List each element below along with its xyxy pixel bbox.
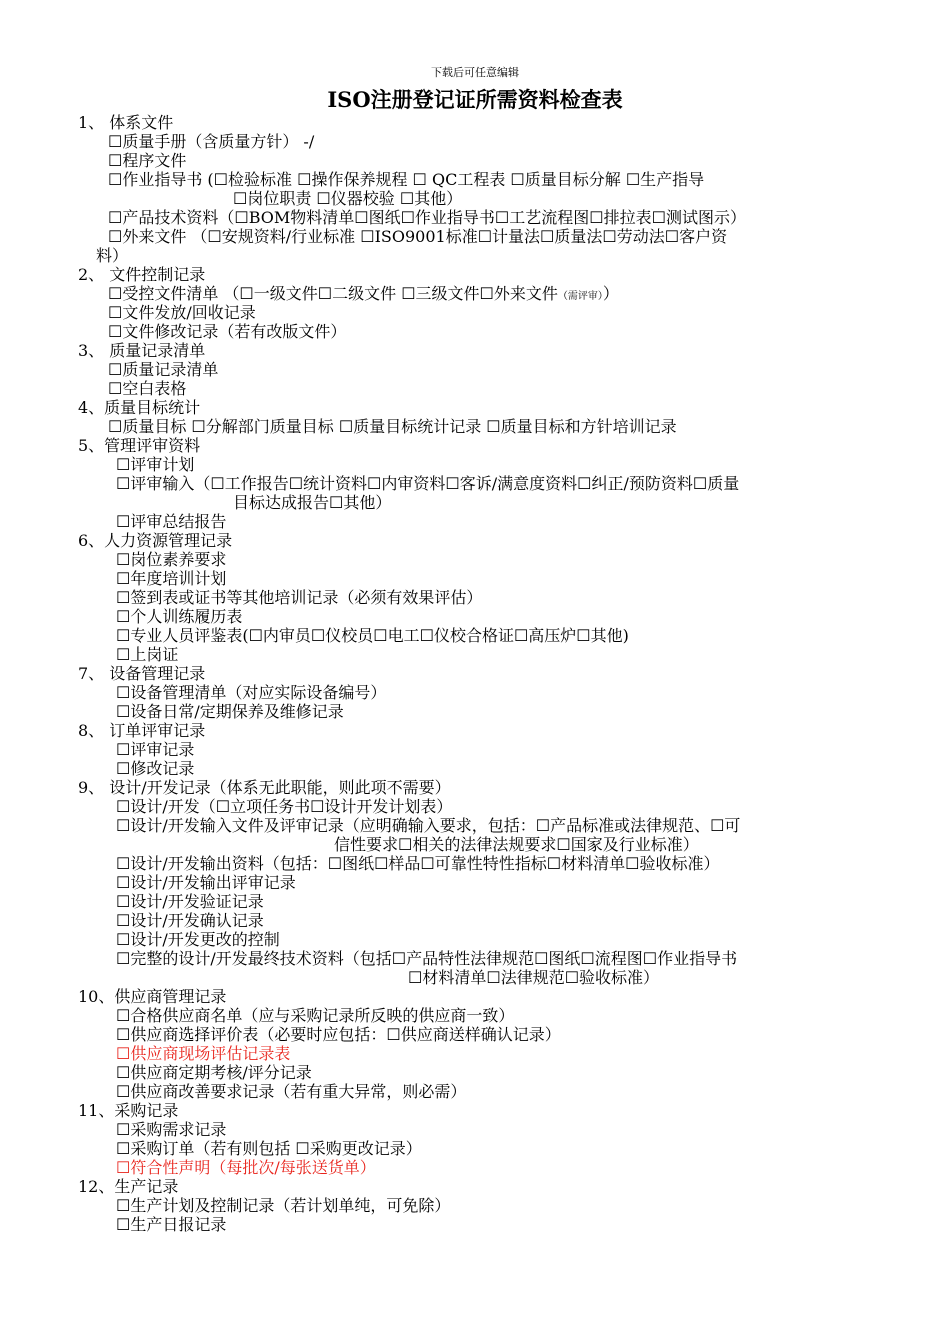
line-text: ☐年度培训计划 [116, 569, 227, 588]
checklist-item [78, 1139, 886, 1158]
checklist-item [78, 588, 886, 607]
checklist-item [78, 1082, 886, 1101]
section-heading [78, 1101, 886, 1120]
line-text: ☐评审输入（☐工作报告☐统计资料☐内审资料☐客诉/满意度资料☐纠正/预防资料☐质量 [116, 474, 740, 493]
line-tail: ） [602, 284, 619, 303]
checklist-item [78, 246, 886, 265]
checklist-item [78, 1025, 886, 1044]
checklist-item [78, 303, 886, 322]
checklist-item [78, 873, 886, 892]
checklist-item [78, 474, 886, 493]
line-text: ☐生产日报记录 [116, 1215, 227, 1234]
section-heading [78, 265, 886, 284]
checklist-item [78, 1215, 886, 1234]
checklist-item [78, 569, 886, 588]
line-text: 10、供应商管理记录 [78, 987, 227, 1006]
checklist-item [78, 170, 886, 189]
line-text: 2、 文件控制记录 [78, 265, 206, 284]
checklist-item [78, 322, 886, 341]
section-heading [78, 778, 886, 797]
checklist-item [78, 208, 886, 227]
checklist-item [78, 455, 886, 474]
line-text: ☐采购需求记录 [116, 1120, 227, 1139]
line-text: 7、 设备管理记录 [78, 664, 206, 683]
line-text: ☐岗位职责 ☐仪器校验 ☐其他） [233, 189, 463, 208]
document-title: ISO注册登记证所需资料检查表 [327, 87, 623, 112]
line-text: ☐评审计划 [116, 455, 195, 474]
checklist-item [78, 797, 886, 816]
line-text: ☐专业人员评鉴表(☐内审员☐仪校员☐电工☐仪校合格证☐高压炉☐其他) [116, 626, 629, 645]
line-text: 8、 订单评审记录 [78, 721, 206, 740]
line-text: ☐评审记录 [116, 740, 195, 759]
line-text: ☐符合性声明（每批次/每张送货单） [116, 1158, 376, 1177]
section-heading [78, 436, 886, 455]
checklist-item [78, 284, 886, 303]
checklist-item [78, 702, 886, 721]
line-text: ☐产品技术资料（☐BOM物料清单☐图纸☐作业指导书☐工艺流程图☐排拉表☐测试图示） [108, 208, 746, 227]
checklist-item [78, 892, 886, 911]
section-heading [78, 398, 886, 417]
line-text: 3、 质量记录清单 [78, 341, 206, 360]
line-text: ☐供应商改善要求记录（若有重大异常，则必需） [116, 1082, 467, 1101]
line-text: ☐供应商选择评价表（必要时应包括：☐供应商送样确认记录） [116, 1025, 561, 1044]
line-text: ☐供应商现场评估记录表 [116, 1044, 291, 1063]
line-text: ☐采购订单（若有则包括 ☐采购更改记录） [116, 1139, 422, 1158]
checklist-item [78, 550, 886, 569]
checklist-item [78, 379, 886, 398]
line-text: ☐生产计划及控制记录（若计划单纯，可免除） [116, 1196, 451, 1215]
checklist-item [78, 1006, 886, 1025]
checklist-item [78, 360, 886, 379]
checklist-item [78, 626, 886, 645]
checklist-item [78, 930, 886, 949]
line-text: 5、管理评审资料 [78, 436, 201, 455]
section-heading [78, 341, 886, 360]
line-text: ☐质量记录清单 [108, 360, 219, 379]
checklist-item [78, 968, 886, 987]
line-text: 6、人力资源管理记录 [78, 531, 233, 550]
line-text: ☐签到表或证书等其他培训记录（必须有效果评估） [116, 588, 483, 607]
section-heading [78, 113, 886, 132]
checklist-item [78, 835, 886, 854]
checklist-item [78, 189, 886, 208]
line-text: ☐设计/开发更改的控制 [116, 930, 280, 949]
line-text: ☐外来文件 （☐安规资料/行业标准 ☐ISO9001标准☐计量法☐质量法☐劳动法☐客户资 [108, 227, 728, 246]
line-text: 料） [96, 246, 129, 265]
checklist-item [78, 417, 886, 436]
line-text: ☐设备管理清单（对应实际设备编号） [116, 683, 387, 702]
line-text: ☐设计/开发输出资料（包括：☐图纸☐样品☐可靠性特性指标☐材料清单☐验收标准） [116, 854, 720, 873]
line-text: 目标达成报告☐其他） [233, 493, 392, 512]
checklist-item [78, 816, 886, 835]
checklist-item [78, 683, 886, 702]
line-text: ☐设计/开发确认记录 [116, 911, 264, 930]
checklist-item [78, 132, 886, 151]
line-text: 12、生产记录 [78, 1177, 179, 1196]
checklist-body [78, 113, 886, 1234]
line-text: 11、采购记录 [78, 1101, 179, 1120]
checklist-item [78, 1120, 886, 1139]
checklist-item [78, 911, 886, 930]
line-text: ☐上岗证 [116, 645, 179, 664]
checklist-item [78, 1063, 886, 1082]
checklist-item [78, 607, 886, 626]
line-text: 9、 设计/开发记录（体系无此职能，则此项不需要） [78, 778, 451, 797]
line-text: 4、质量目标统计 [78, 398, 201, 417]
line-text: ☐文件修改记录（若有改版文件） [108, 322, 347, 341]
line-text: ☐评审总结报告 [116, 512, 227, 531]
line-text: ☐文件发放/回收记录 [108, 303, 256, 322]
checklist-item [78, 151, 886, 170]
line-text: ☐修改记录 [116, 759, 195, 778]
checklist-item [78, 854, 886, 873]
line-text: ☐供应商定期考核/评分记录 [116, 1063, 312, 1082]
checklist-item [78, 512, 886, 531]
line-text: ☐质量目标 ☐分解部门质量目标 ☐质量目标统计记录 ☐质量目标和方针培训记录 [108, 417, 677, 436]
line-text: ☐材料清单☐法律规范☐验收标准） [408, 968, 660, 987]
section-heading [78, 721, 886, 740]
line-text: ☐岗位素养要求 [116, 550, 227, 569]
line-text: ☐设计/开发输入文件及评审记录（应明确输入要求，包括：☐产品标准或法律规范、☐可 [116, 816, 741, 835]
checklist-item [78, 740, 886, 759]
checklist-item [78, 1196, 886, 1215]
checklist-item [78, 645, 886, 664]
line-text: ☐设计/开发验证记录 [116, 892, 264, 911]
line-text: ☐合格供应商名单（应与采购记录所反映的供应商一致） [116, 1006, 515, 1025]
line-text: ☐设备日常/定期保养及维修记录 [116, 702, 344, 721]
line-text: 1、 体系文件 [78, 113, 174, 132]
line-text: ☐空白表格 [108, 379, 187, 398]
checklist-item [78, 1158, 886, 1177]
checklist-item [78, 949, 886, 968]
line-text: ☐设计/开发（☐立项任务书☐设计开发计划表） [116, 797, 453, 816]
line-text: ☐个人训练履历表 [116, 607, 243, 626]
section-heading [78, 1177, 886, 1196]
section-heading [78, 664, 886, 683]
line-text: ☐程序文件 [108, 151, 187, 170]
line-text: ☐设计/开发输出评审记录 [116, 873, 296, 892]
line-text: ☐受控文件清单 （☐一级文件☐二级文件 ☐三级文件☐外来文件 [108, 284, 558, 303]
checklist-item [78, 227, 886, 246]
checklist-item [78, 759, 886, 778]
line-text: 信性要求☐相关的法律法规要求☐国家及行业标准） [334, 835, 699, 854]
checklist-item [78, 1044, 886, 1063]
line-text: ☐作业指导书 (☐检验标准 ☐操作保养规程 ☐ QC工程表 ☐质量目标分解 ☐生产指导 [108, 170, 705, 189]
small-note: （需评审） [557, 291, 603, 302]
line-text: ☐质量手册（含质量方针） -/ [108, 132, 315, 151]
section-heading [78, 531, 886, 550]
header-note: 下载后可任意编辑 [431, 66, 519, 79]
line-text: ☐完整的设计/开发最终技术资料（包括☐产品特性法律规范☐图纸☐流程图☐作业指导书 [116, 949, 738, 968]
section-heading [78, 987, 886, 1006]
checklist-item [78, 493, 886, 512]
